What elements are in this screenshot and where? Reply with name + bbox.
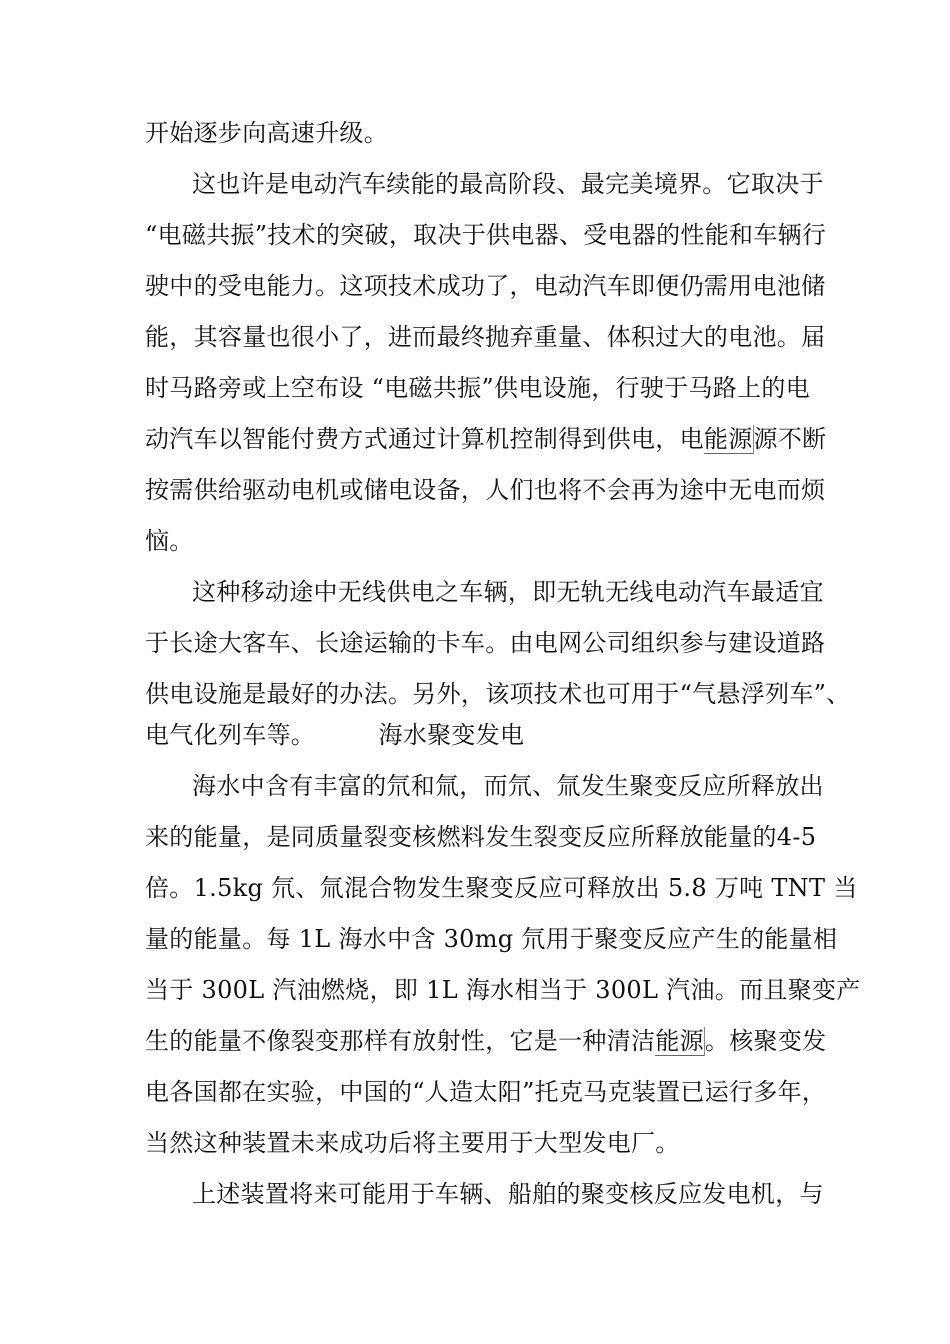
text-line-with-link (145, 419, 827, 459)
text-line-with-heading: 电气化列车等。 海水聚变发电 (145, 721, 525, 749)
text-line: 能，其容量也很小了，进而最终抛弃重量、体积过大的电池。届 (145, 323, 826, 351)
text-fragment: 源不断 (753, 425, 827, 453)
text-line: 开始逐步向高速升级。 (145, 119, 388, 147)
text-line: 恼。 (145, 527, 194, 555)
energy-source-link[interactable]: 能源 (655, 1027, 704, 1055)
text-line: 电各国都在实验，中国的“人造太阳”托克马克装置已运行多年， (145, 1078, 827, 1106)
paragraph-first-line: 海水中含有丰富的氘和氚，而氘、氚发生聚变反应所释放出 (192, 772, 824, 800)
energy-source-link[interactable]: 能源 (703, 425, 753, 453)
text-line: 时马路旁或上空布设 “电磁共振”供电设施，行驶于马路上的电 (145, 374, 810, 402)
text-fragment: 动汽车以智能付费方式通过计算机控制得到供电，电 (145, 425, 704, 453)
paragraph-first-line: 这也许是电动汽车续能的最高阶段、最完美境界。它取决于 (192, 170, 824, 198)
text-line: “电磁共振”技术的突破，取决于供电器、受电器的性能和车辆行 (145, 221, 827, 249)
text-line: 来的能量，是同质量裂变核燃料发生裂变反应所释放能量的4-5 (145, 823, 817, 851)
text-fragment: 。核聚变发 (704, 1027, 827, 1055)
text-fragment: 生的能量不像裂变那样有放射性，它是一种清洁 (145, 1027, 656, 1055)
text-line: 当然这种装置未来成功后将主要用于大型发电厂。 (145, 1129, 680, 1157)
text-line: 倍。1.5kg 氘、氚混合物发生聚变反应可释放出 5.8 万吨 TNT 当 (145, 874, 858, 902)
text-line: 供电设施是最好的办法。另外，该项技术也可用于“气悬浮列车”、 (145, 680, 851, 708)
text-line: 于长途大客车、长途运输的卡车。由电网公司组织参与建设道路 (145, 629, 826, 657)
text-line-with-link (145, 1021, 827, 1061)
paragraph-first-line: 这种移动途中无线供电之车辆，即无轨无线电动汽车最适宜 (192, 578, 824, 606)
text-line: 驶中的受电能力。这项技术成功了，电动汽车即便仍需用电池储 (145, 272, 826, 300)
text-line: 当于 300L 汽油燃烧，即 1L 海水相当于 300L 汽油。而且聚变产 (145, 976, 861, 1004)
text-line: 按需供给驱动电机或储电设备，人们也将不会再为途中无电而烦 (145, 476, 826, 504)
paragraph-first-line: 上述装置将来可能用于车辆、船舶的聚变核反应发电机，与 (192, 1180, 824, 1208)
text-line: 量的能量。每 1L 海水中含 30mg 氘用于聚变反应产生的能量相 (145, 925, 838, 953)
